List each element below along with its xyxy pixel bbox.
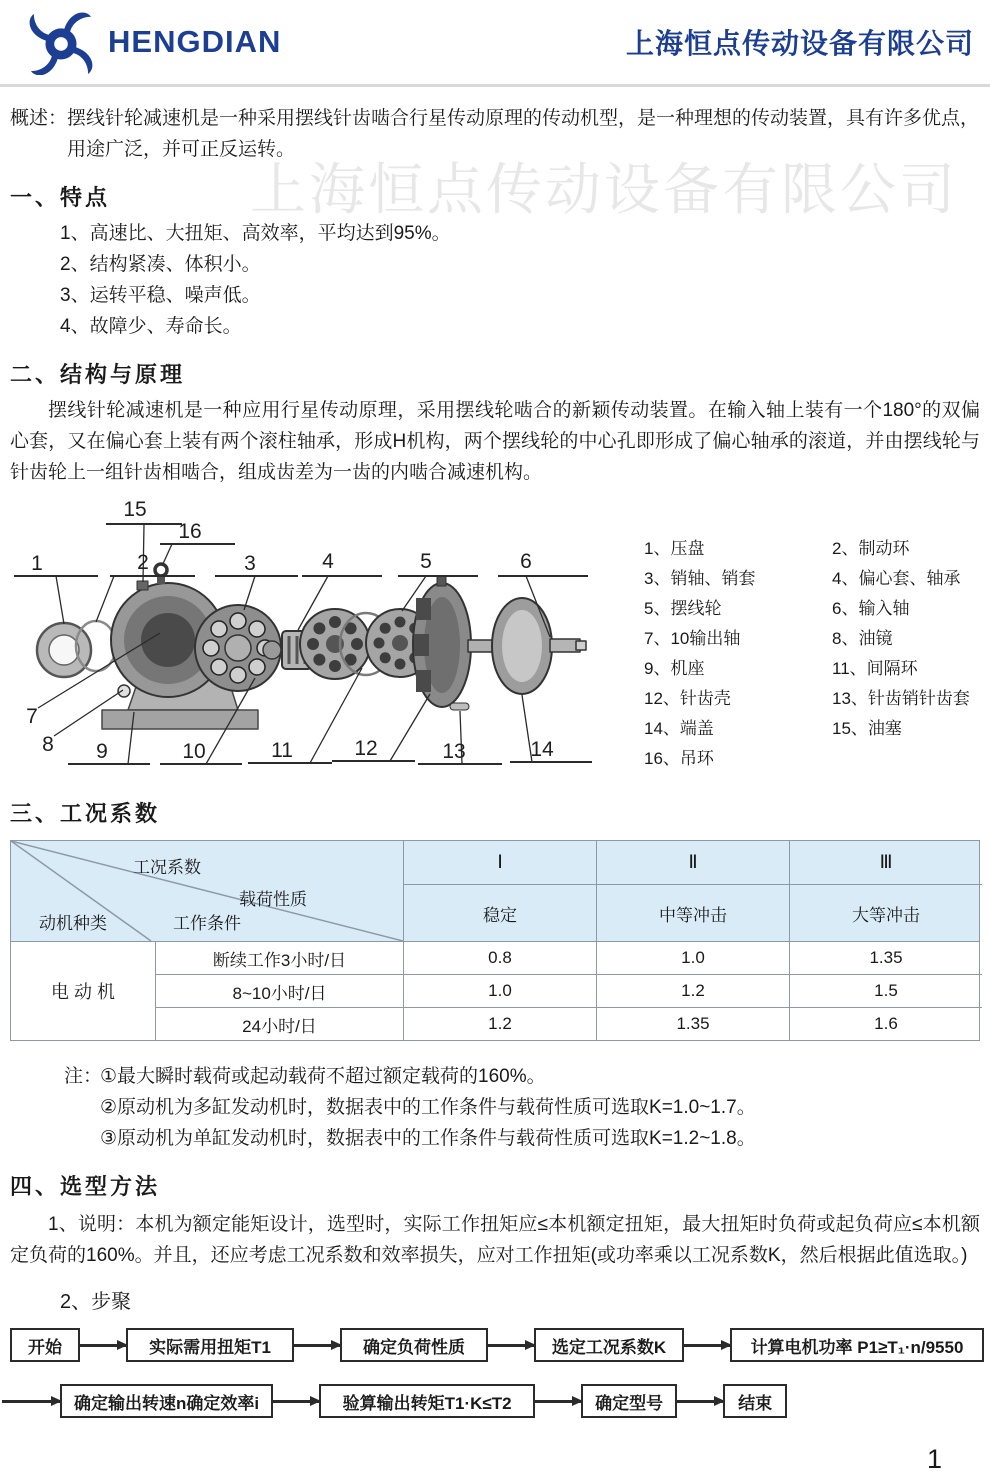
part-cycloid-disc-1 (300, 609, 370, 679)
part-label: 9、机座 (644, 659, 705, 678)
coefficient-value: 1.2 (404, 1008, 597, 1040)
table-col-grade-1 (404, 841, 597, 941)
coefficient-value: 1.35 (869, 948, 903, 967)
callout-13: 13 (442, 740, 466, 763)
section-1-title: 一、特点 (10, 185, 111, 210)
grade-numeral: Ⅲ (790, 841, 982, 885)
table-col-grade-2 (597, 841, 790, 941)
callout-3: 3 (244, 552, 256, 575)
work-condition: 8~10小时/日 (156, 975, 404, 1007)
callout-15: 15 (123, 498, 147, 521)
table-col-grade-3 (790, 841, 982, 941)
page-header (0, 0, 990, 87)
exploded-diagram-block (0, 498, 990, 783)
part-oil-sight (118, 685, 130, 697)
callout-11: 11 (271, 739, 293, 762)
watermark-text: 上海恒点传动设备有限公司 (250, 158, 958, 221)
callout-2: 2 (137, 551, 149, 574)
coefficient-value: 1.0 (404, 975, 597, 1007)
note-item-1: ①最大瞬时载荷或起动载荷不超过额定载荷的160%。 (100, 1066, 546, 1087)
part-eyebolt (155, 564, 167, 576)
part-label: 14、端盖 (644, 719, 714, 738)
grade-numeral: Ⅱ (597, 841, 789, 885)
flow-step-start: 开始 (10, 1328, 80, 1362)
feature-item-2: 2、结构紧凑、体积小。 (60, 254, 261, 275)
flow-arrow-icon (488, 1344, 534, 1347)
part-pin (450, 703, 469, 710)
note-item-3: ③原动机为单缸发动机时，数据表中的工作条件与载荷性质可选取K=1.2~1.8。 (100, 1128, 756, 1149)
parts-list (630, 498, 990, 783)
table-row (156, 942, 982, 975)
feature-item-3: 3、运转平稳、噪声低。 (60, 285, 261, 306)
corner-label-load: 载荷性质 (239, 890, 307, 909)
callout-12: 12 (354, 737, 378, 760)
coefficient-value: 1.6 (874, 1014, 898, 1033)
section-3-title: 三、工况系数 (10, 801, 161, 826)
part-oil-plug (137, 581, 148, 590)
table-row (156, 1008, 982, 1040)
table-notes (0, 1061, 990, 1154)
flowchart-row-2 (0, 1384, 990, 1418)
company-logo (28, 9, 281, 75)
flow-arrow-icon (2, 1400, 60, 1403)
part-label: 6、输入轴 (832, 599, 910, 618)
logo-pinwheel-icon (28, 9, 94, 75)
flow-step-end: 结束 (723, 1384, 787, 1418)
coefficient-value: 1.5 (874, 981, 898, 1000)
callout-4: 4 (322, 550, 334, 573)
callout-1: 1 (31, 552, 43, 575)
callout-16: 16 (178, 520, 202, 543)
grade-label: 中等冲击 (659, 905, 727, 925)
section-2-body: 摆线针轮减速机是一种应用行星传动原理，采用摆线轮啮合的新颖传动装置。在输入轴上装有一个180°的双偏心套，又在偏心套上装有两个滚柱轴承，形成H机构，两个摆线轮的中心孔即形成了偏心轴承的滚道，并由摆线轮与针齿轮上一组针齿相啮合，组成齿差为一齿的内啮合减速机构。 (10, 400, 980, 483)
callout-10: 10 (182, 740, 206, 763)
callout-14: 14 (530, 738, 554, 761)
flow-arrow-icon (684, 1344, 730, 1347)
flow-step-motor-power: 计算电机功率 P1≥T₁·n/9550 (730, 1328, 984, 1362)
flow-step-coefficient: 选定工况系数K (534, 1328, 684, 1362)
part-label: 5、摆线轮 (644, 599, 722, 618)
feature-list (0, 218, 990, 342)
part-label: 13、针齿销针齿套 (832, 689, 970, 708)
overview-paragraph: 概述：摆线针轮减速机是一种采用摆线针齿啮合行星传动原理的传动机型，是一种理想的传动装置，具有许多优点，用途广泛，并可正反运转。 (10, 108, 980, 160)
logo-text: HENGDIAN (108, 24, 282, 59)
flow-arrow-icon (677, 1400, 723, 1403)
flow-step-check-torque: 验算输出转矩T1·K≤T2 (319, 1384, 535, 1418)
corner-label-motor: 动机种类 (39, 914, 107, 933)
flow-step-output-speed: 确定输出转速n确定效率i (60, 1384, 273, 1418)
duty-coefficient-table (10, 840, 980, 1041)
feature-item-4: 4、故障少、寿命长。 (60, 316, 242, 337)
table-header (11, 841, 979, 941)
work-condition: 断续工作3小时/日 (156, 942, 404, 974)
section-4-title: 四、选型方法 (10, 1174, 161, 1199)
flow-arrow-icon (80, 1344, 126, 1347)
callout-9: 9 (96, 740, 108, 763)
callout-5: 5 (420, 550, 432, 573)
page-number: 1 (926, 1444, 942, 1474)
steps-label: 2、步聚 (60, 1291, 132, 1313)
company-name: 上海恒点传动设备有限公司 (625, 29, 974, 60)
coefficient-value: 1.35 (597, 1008, 790, 1040)
section-2-title: 二、结构与原理 (10, 362, 186, 387)
callout-6: 6 (520, 550, 532, 573)
feature-item-1: 1、高速比、大扭矩、高效率，平均达到95%。 (60, 223, 451, 244)
part-label: 2、制动环 (832, 539, 910, 558)
grade-numeral: Ⅰ (404, 841, 596, 885)
part-pin-gear-housing (413, 576, 471, 710)
flow-arrow-icon (535, 1400, 581, 1403)
flowchart-row-1 (0, 1328, 990, 1362)
table-corner-cell (11, 841, 404, 941)
part-label: 16、吊环 (644, 749, 714, 768)
flow-step-torque: 实际需用扭矩T1 (126, 1328, 294, 1362)
coefficient-value: 1.2 (597, 975, 790, 1007)
part-label: 4、偏心套、轴承 (832, 569, 961, 588)
callout-8: 8 (42, 733, 54, 756)
reducer-exploded-diagram (10, 498, 630, 783)
part-label: 3、销轴、销套 (644, 569, 756, 588)
corner-label-work: 工作条件 (173, 914, 241, 933)
note-item-2: ②原动机为多缸发动机时，数据表中的工作条件与载荷性质可选取K=1.0~1.7。 (100, 1097, 756, 1118)
grade-label: 大等冲击 (852, 905, 920, 925)
row-group-motor: 电 动 机 (11, 942, 156, 1040)
coefficient-value: 0.8 (404, 942, 597, 974)
selection-description: 1、说明：本机为额定能矩设计，选型时，实际工作扭矩应≤本机额定扭矩，最大扭矩时负荷或起负荷应≤本机额定负荷的160%。并且，还应考虑工况系数和效率损失，应对工作扭矩(或功率乘以工况系数K，然后根据此值选取。) (10, 1214, 980, 1266)
table-row (156, 975, 982, 1008)
parts-list-left-column (644, 534, 832, 783)
callout-7: 7 (26, 705, 38, 728)
part-label: 12、针齿壳 (644, 689, 731, 708)
flow-step-load-type: 确定负荷性质 (340, 1328, 488, 1362)
work-condition: 24小时/日 (156, 1008, 404, 1040)
corner-label-coefficient: 工况系数 (133, 858, 201, 877)
flow-arrow-icon (294, 1344, 340, 1347)
part-end-cover (492, 598, 586, 694)
flow-step-select-model: 确定型号 (581, 1384, 677, 1418)
coefficient-value: 1.0 (597, 942, 790, 974)
notes-label: 注： (64, 1066, 103, 1087)
grade-label: 稳定 (483, 905, 517, 925)
part-label: 7、10输出轴 (644, 629, 741, 648)
part-label: 1、压盘 (644, 539, 705, 558)
part-label: 8、油镜 (832, 629, 893, 648)
parts-list-right-column (832, 534, 970, 783)
part-label: 15、油塞 (832, 719, 902, 738)
table-body (11, 941, 979, 1040)
part-label: 11、间隔环 (832, 659, 918, 678)
flow-arrow-icon (273, 1400, 319, 1403)
